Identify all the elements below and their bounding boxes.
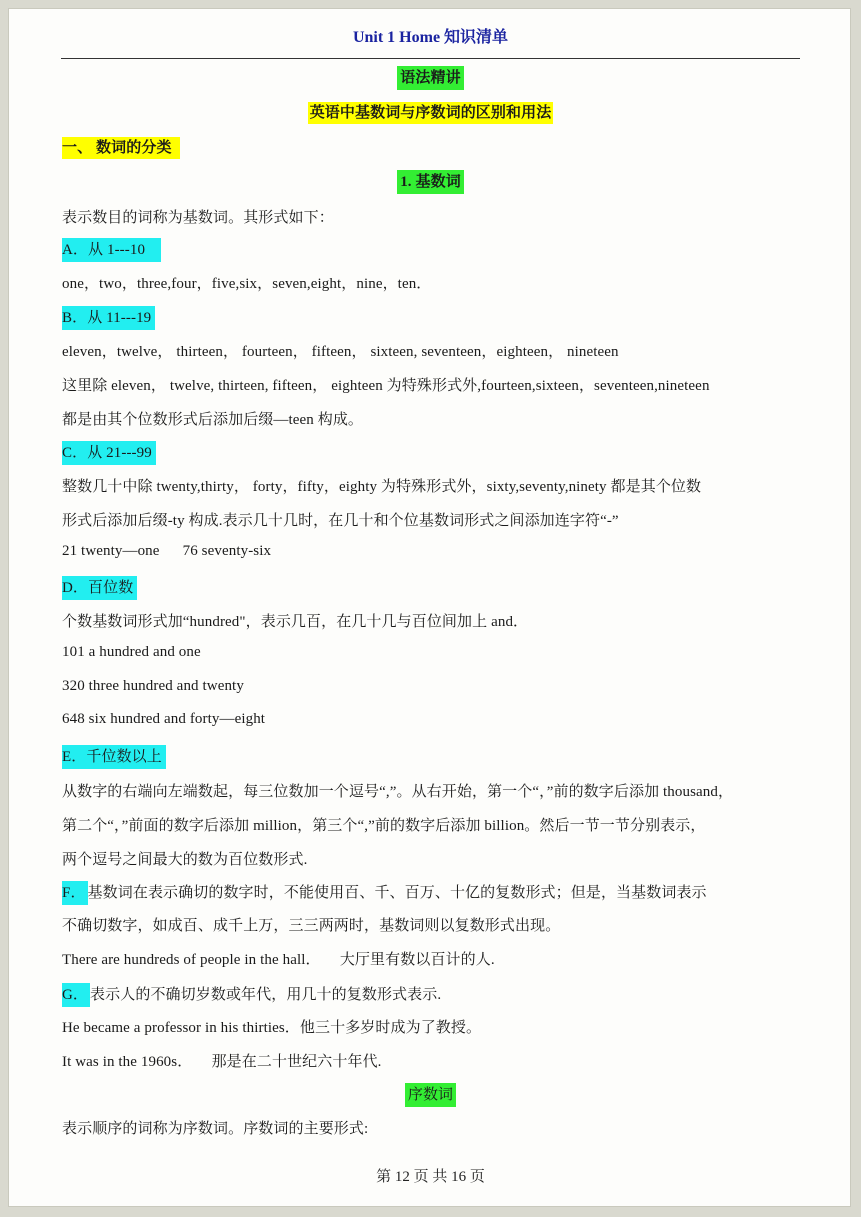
cardinal-subheading: 1. 基数词 xyxy=(397,170,464,194)
b-label: B．从 11---19 xyxy=(62,306,155,330)
d-label-row xyxy=(62,576,137,597)
c-label: C．从 21---99 xyxy=(62,441,156,465)
d-example-3: 648 six hundred and forty—eight xyxy=(62,711,266,727)
header-rule xyxy=(61,58,800,59)
d-example-2: 320 three hundred and twenty xyxy=(62,678,244,694)
d-example-1: 101 a hundred and one xyxy=(62,644,201,660)
c-example: 21 twenty—one 76 seventy-six xyxy=(62,543,272,559)
grammar-label-row xyxy=(0,66,861,87)
f-text-1: 基数词在表示确切的数字时，不能使用百、千、百万、十亿的复数形式；但是，当基数词表示 xyxy=(87,885,707,901)
e-text-1: 从数字的右端向左端数起，每三位数加一个逗号“,”。从右开始，第一个“，”前的数字后添加 thousand， xyxy=(62,784,734,800)
f-text-2: 不确切数字，如成百、成千上万，三三两两时，基数词则以复数形式出现。 xyxy=(62,918,561,934)
g-text: 表示人的不确切岁数或年代，用几十的复数形式表示. xyxy=(90,987,442,1003)
document-header: Unit 1 Home 知识清单 xyxy=(352,29,509,46)
b-label-row xyxy=(62,306,155,327)
intro-text: 表示数目的词称为基数词。其形式如下： xyxy=(62,210,334,226)
e-label-row xyxy=(62,745,166,766)
a-label: A．从 1---10 xyxy=(62,238,161,262)
ordinal-intro: 表示顺序的词称为序数词。序数词的主要形式: xyxy=(62,1121,369,1137)
b-text: eleven，twelve， thirteen， fourteen， fifteen， sixteen, seventeen，eighteen， nineteen xyxy=(62,344,619,360)
part-one-heading-row xyxy=(62,136,180,157)
a-label-row xyxy=(62,238,161,259)
cardinal-subheading-row xyxy=(0,170,861,191)
e-text-2: 第二个“，”前面的数字后添加 million，第三个“,”前的数字后添加 billion。然后一节一节分别表示， xyxy=(62,818,706,834)
topic-title: 英语中基数词与序数词的区别和用法 xyxy=(308,102,554,124)
c-text-1: 整数几十中除 twenty,thirty， forty，fifty，eighty 为特殊形式外，sixty,seventy,ninety 都是其个位数 xyxy=(62,479,702,495)
e-text-3: 两个逗号之间最大的数为百位数形式. xyxy=(62,852,308,868)
f-label: F． xyxy=(62,881,88,905)
ordinal-title-row xyxy=(0,1083,861,1104)
a-text: one，two，three,four，five,six，seven,eight，nine，ten． xyxy=(62,276,432,292)
g-label: G． xyxy=(62,983,90,1007)
d-label: D．百位数 xyxy=(62,576,137,600)
b-note-1: 这里除 eleven， twelve, thirteen, fifteen， eighteen 为特殊形式外,fourteen,sixteen，seventeen,nineteen xyxy=(62,378,710,394)
f-example: There are hundreds of people in the hall． 大厅里有数以百计的人. xyxy=(62,952,495,968)
part-one-heading: 一、 数词的分类 xyxy=(62,137,180,159)
topic-title-row xyxy=(0,101,861,122)
b-note-2: 都是由其个位数形式后添加后缀—teen 构成。 xyxy=(62,412,364,428)
d-text: 个数基数词形式加“hundred"，表示几百，在几十几与百位间加上 and． xyxy=(62,614,529,630)
g-example-1: He became a professor in his thirties．他三十多岁时成为了教授。 xyxy=(62,1020,482,1036)
c-label-row xyxy=(62,441,156,462)
g-row xyxy=(62,983,441,1004)
ordinal-title: 序数词 xyxy=(405,1083,456,1107)
c-text-2: 形式后添加后缀-ty 构成.表示几十几时，在几十和个位基数词形式之间添加连字符“-” xyxy=(62,513,619,529)
page-footer: 第 12 页 共 16 页 xyxy=(376,1169,485,1185)
e-label: E．千位数以上 xyxy=(62,745,166,769)
grammar-label: 语法精讲 xyxy=(397,66,463,90)
g-example-2: It was in the 1960s． 那是在二十世纪六十年代. xyxy=(62,1054,382,1070)
f-row-1 xyxy=(62,881,707,902)
